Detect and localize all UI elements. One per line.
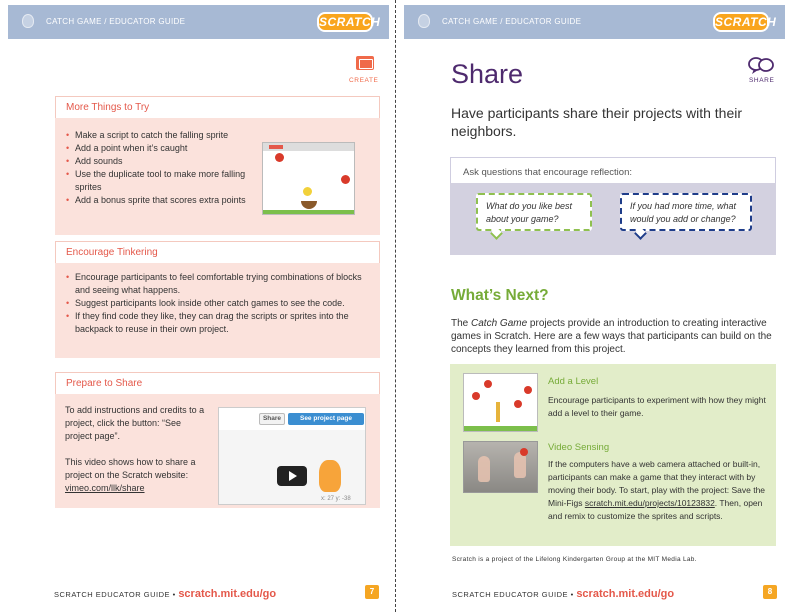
hand-image <box>478 456 490 482</box>
para-emphasis: Catch Game <box>471 318 528 329</box>
list-item: • Add a bonus sprite that scores extra points <box>66 194 266 207</box>
apple-icon <box>418 14 430 28</box>
tinkering-list <box>66 271 371 336</box>
left-footer: SCRATCH EDUCATOR GUIDE • scratch.mit.edu/go <box>54 588 277 600</box>
page-title: Share <box>451 59 524 89</box>
video-sensing-title: Video Sensing <box>548 442 610 453</box>
question-bubble <box>620 193 752 231</box>
apple-icon <box>22 14 34 28</box>
share-video-thumbnail[interactable] <box>218 407 366 505</box>
more-things-title: More Things to Try <box>55 96 380 118</box>
list-item: • Encourage participants to feel comfortable trying combinations of blocks and seeing what happens. <box>66 271 371 297</box>
video-sensing-body: If the computers have a web camera attached or built-in, participants can make a game that they interact with by moving their body. To start, play with the project: Save the Mini-Figs <box>548 459 766 508</box>
add-level-title: Add a Level <box>548 376 599 387</box>
header-title: CATCH GAME / EDUCATOR GUIDE <box>442 17 582 26</box>
credit-line: Scratch is a project of the Lifelong Kindergarten Group at the MIT Media Lab. <box>452 556 697 563</box>
score-indicator <box>269 145 283 149</box>
share-label: SHARE <box>749 77 775 84</box>
footer-url[interactable]: scratch.mit.edu/go <box>178 588 277 600</box>
create-label: CREATE <box>349 77 379 84</box>
whats-next-title: What’s Next? <box>451 287 549 304</box>
list-item: • If they find code they like, they can drag the scripts or sprites into the backpack to reuse in their own project. <box>66 310 371 336</box>
list-item: • Add sounds <box>66 155 266 168</box>
right-header <box>404 5 785 39</box>
grass <box>464 426 537 431</box>
grass <box>263 210 354 214</box>
share-button[interactable]: Share <box>259 413 285 425</box>
list-item: • Suggest participants look inside other catch games to see the code. <box>66 297 371 310</box>
right-footer: SCRATCH EDUCATOR GUIDE • scratch.mit.edu/go <box>452 588 675 600</box>
prepare-text-2 <box>65 456 215 495</box>
play-icon[interactable] <box>277 466 307 486</box>
list-item: • Use the duplicate tool to make more falling sprites <box>66 168 266 194</box>
vimeo-link[interactable]: vimeo.com/llk/share <box>65 483 145 493</box>
tinkering-title: Encourage Tinkering <box>55 241 380 263</box>
para-text: projects provide an introduction to creating interactive games in Scratch. Here are a few ways that participants can build on the concepts they learned from this project. <box>451 318 772 355</box>
page-number: 8 <box>763 585 777 599</box>
apple-sprite <box>303 187 312 196</box>
apple-sprite <box>484 380 492 388</box>
apple-sprite <box>520 448 528 456</box>
footer-url[interactable]: scratch.mit.edu/go <box>576 588 675 600</box>
share-intro: Have participants share their projects with their neighbors. <box>451 105 743 139</box>
question-bubble <box>476 193 592 231</box>
left-header <box>8 5 389 39</box>
header-title: CATCH GAME / EDUCATOR GUIDE <box>46 17 186 26</box>
add-level-thumbnail <box>463 373 538 432</box>
coords-readout: x: 27 y: -38 <box>321 496 351 502</box>
apple-sprite <box>472 392 480 400</box>
project-stage <box>219 430 365 505</box>
question-text: If you had more time, what would you add or change? <box>630 201 737 224</box>
list-item: • Make a script to catch the falling sprite <box>66 129 266 142</box>
see-project-page-button[interactable]: See project page <box>288 413 364 425</box>
project-topbar <box>219 408 365 430</box>
project-link[interactable]: scratch.mit.edu/projects/10123832 <box>584 498 715 508</box>
scratch-logo: SCRATCH <box>713 12 769 32</box>
apple-sprite <box>275 153 284 162</box>
footer-label: SCRATCH EDUCATOR GUIDE <box>452 590 569 599</box>
catch-game-screenshot <box>262 142 355 215</box>
scratch-cat-sprite <box>319 460 341 492</box>
prepare-text-1: To add instructions and credits to a project, click the button: “See project page”. <box>65 405 205 441</box>
reflection-heading: Ask questions that encourage reflection: <box>450 157 776 183</box>
more-things-list <box>66 129 266 207</box>
para-text: The <box>451 318 472 329</box>
video-sensing-text <box>548 458 770 523</box>
scratch-logo: SCRATCH <box>317 12 373 32</box>
apple-sprite <box>524 386 532 394</box>
page-number: 7 <box>365 585 379 599</box>
plant-sprite <box>496 402 500 422</box>
apple-sprite <box>514 400 522 408</box>
video-sensing-thumbnail <box>463 441 538 493</box>
create-icon <box>356 56 374 70</box>
tinkering-panel <box>55 241 380 358</box>
bowl-sprite <box>301 201 317 209</box>
page-divider <box>395 0 396 612</box>
prepare-text-2-body: This video shows how to share a project on the Scratch website: <box>65 457 196 480</box>
speech-bubbles-icon <box>748 57 774 75</box>
apple-sprite <box>341 175 350 184</box>
prepare-title: Prepare to Share <box>55 372 380 394</box>
add-level-text: Encourage participants to experiment with how they might add a level to their game. <box>548 395 766 418</box>
question-text: What do you like best about your game? <box>486 201 573 224</box>
whats-next-paragraph <box>451 317 781 356</box>
footer-label: SCRATCH EDUCATOR GUIDE <box>54 590 171 599</box>
list-item: • Add a point when it’s caught <box>66 142 266 155</box>
video-sensing-body-end: . Then, open and remix to customize the sprites and scripts. <box>548 498 763 521</box>
